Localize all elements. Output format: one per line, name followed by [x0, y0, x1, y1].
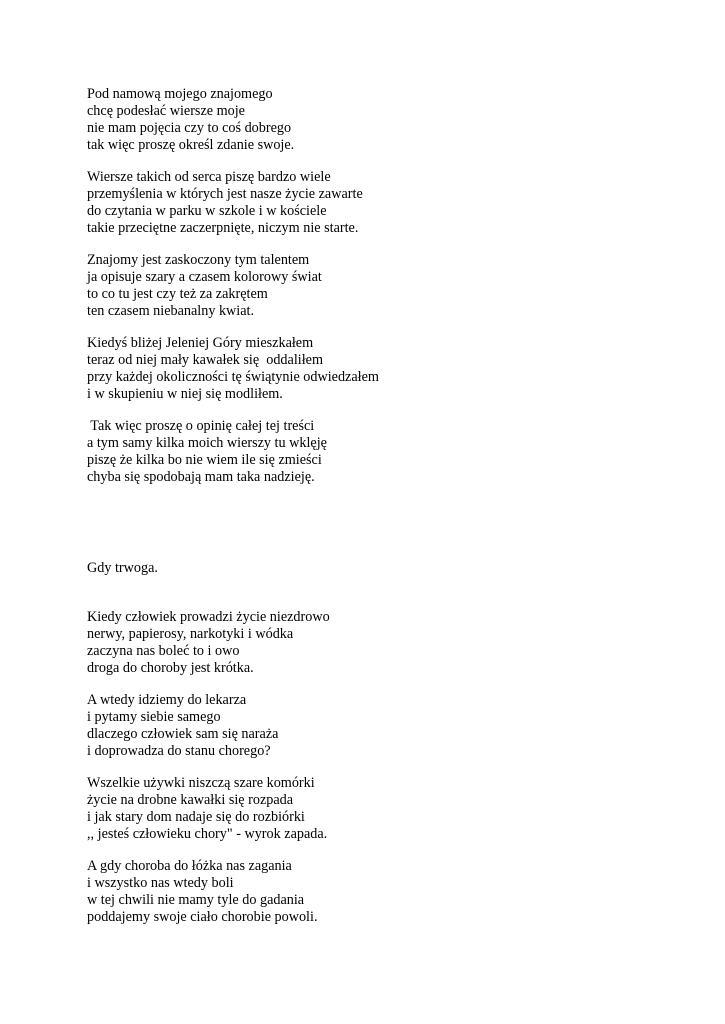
text-line: piszę że kilka bo nie wiem ile się zmieści — [87, 452, 322, 468]
text-line: i doprowadza do stanu chorego? — [87, 743, 271, 759]
text-line: chyba się spodobają mam taka nadzieję. — [87, 469, 315, 485]
text-line: droga do choroby jest krótka. — [87, 660, 254, 676]
text-line: i jak stary dom nadaje się do rozbiórki — [87, 809, 305, 825]
text-line: do czytania w parku w szkole i w kościele — [87, 203, 327, 219]
text-line: dlaczego człowiek sam się naraża — [87, 726, 279, 742]
intro-stanza-3 — [87, 252, 687, 320]
text-column — [87, 86, 687, 941]
text-line: ja opisuje szary a czasem kolorowy świat — [87, 269, 322, 285]
text-line: Tak więc proszę o opinię całej tej treści — [87, 418, 315, 434]
text-line: takie przeciętne zaczerpnięte, niczym nie starte. — [87, 220, 359, 236]
text-line: chcę podesłać wiersze moje — [87, 103, 245, 119]
text-line: życie na drobne kawałki się rozpada — [87, 792, 294, 808]
text-line: Pod namową mojego znajomego — [87, 86, 273, 102]
intro-stanza-5 — [87, 418, 687, 486]
text-line: Znajomy jest zaskoczony tym talentem — [87, 252, 310, 268]
poem-stanza-3 — [87, 775, 687, 843]
text-line: Wiersze takich od serca piszę bardzo wiele — [87, 169, 331, 185]
text-line: tak więc proszę określ zdanie swoje. — [87, 137, 295, 153]
text-line: w tej chwili nie mamy tyle do gadania — [87, 892, 305, 908]
text-line: przemyślenia w których jest nasze życie zawarte — [87, 186, 363, 202]
intro-stanza-1 — [87, 86, 687, 154]
text-line: teraz od niej mały kawałek się oddaliłem — [87, 352, 323, 368]
poem-stanza-1 — [87, 609, 687, 677]
intro-stanza-2 — [87, 169, 687, 237]
text-line: a tym samy kilka moich wierszy tu wklęję — [87, 435, 327, 451]
text-line: nie mam pojęcia czy to coś dobrego — [87, 120, 292, 136]
text-line: nerwy, papierosy, narkotyki i wódka — [87, 626, 294, 642]
poem-stanza-2 — [87, 692, 687, 760]
text-line: Kiedyś bliżej Jeleniej Góry mieszkałem — [87, 335, 314, 351]
text-line: A gdy choroba do łóżka nas zagania — [87, 858, 292, 874]
text-line: ten czasem niebanalny kwiat. — [87, 303, 255, 319]
text-line: to co tu jest czy też za zakrętem — [87, 286, 268, 302]
text-line: przy każdej okoliczności tę świątynie odwiedzałem — [87, 369, 379, 385]
text-line: poddajemy swoje ciało chorobie powoli. — [87, 909, 318, 925]
poem-title: Gdy trwoga. — [87, 560, 158, 576]
text-line: i wszystko nas wtedy boli — [87, 875, 234, 891]
poem-stanza-4 — [87, 858, 687, 926]
text-line: A wtedy idziemy do lekarza — [87, 692, 247, 708]
text-line: i pytamy siebie samego — [87, 709, 221, 725]
text-line: Kiedy człowiek prowadzi życie niezdrowo — [87, 609, 330, 625]
text-line: Wszelkie używki niszczą szare komórki — [87, 775, 315, 791]
text-line: zaczyna nas boleć to i owo — [87, 643, 240, 659]
section-gap — [87, 501, 687, 560]
text-line: i w skupieniu w niej się modliłem. — [87, 386, 283, 402]
text-line: ,, jesteś człowieku chory" - wyrok zapada. — [87, 826, 328, 842]
intro-stanza-4 — [87, 335, 687, 403]
